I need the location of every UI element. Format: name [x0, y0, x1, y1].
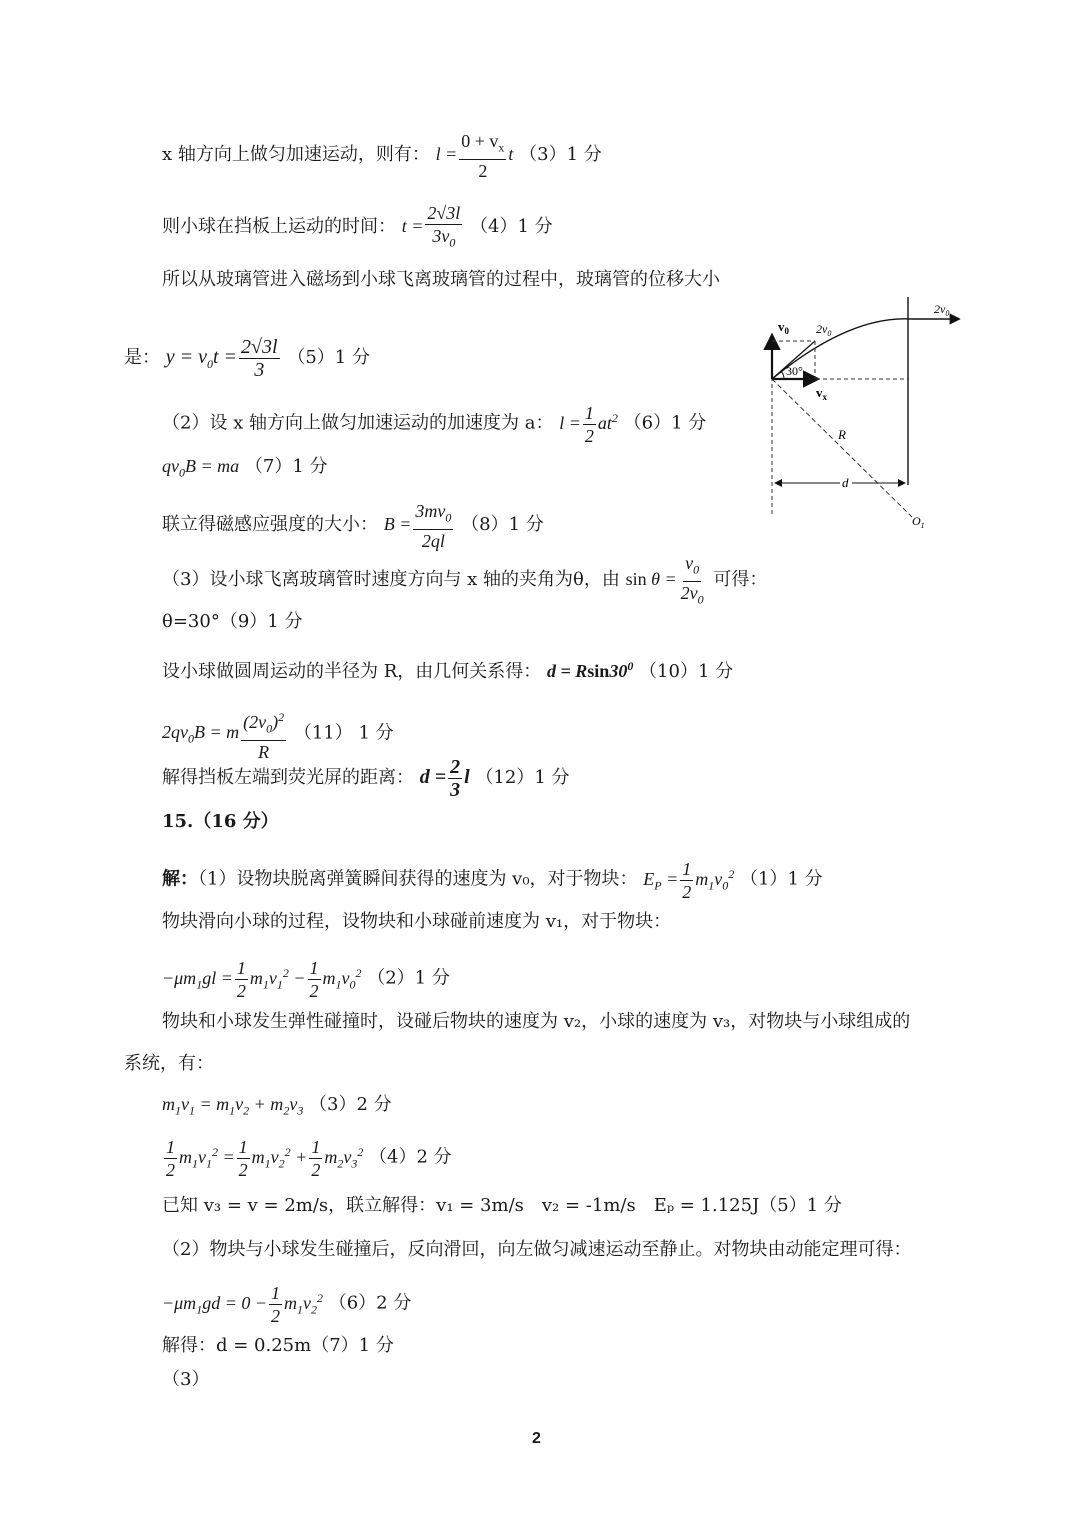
label-R: R	[838, 427, 846, 442]
line-magnetic-field: 联立得磁感应强度的大小： B = $\frac{3mv_0}{2ql}$ （8）1 分	[162, 501, 544, 551]
label-2v0-top: $2v_0$	[934, 302, 950, 318]
formula-decel: $-\mu m_1gd = 0$ − $\frac{1}{2}$ $m_1v_2^2$	[162, 1283, 323, 1326]
line-q15-part3: （3）	[162, 1369, 210, 1390]
line-x-axis-motion: x 轴方向上做匀加速运动，则有： l = $\frac{0 + v_x}{2}$ t （3）1 分	[162, 131, 602, 181]
formula-B: B = $\frac{3mv_0}{2ql}$	[383, 501, 452, 551]
line-solution: 已知 v₃ = v = 2m/s，联立解得：v₁ = 3m/s v₂ = -1m/s Eₚ = 1.125J（5）1 分	[162, 1195, 842, 1216]
angle-arc	[781, 371, 784, 379]
label-vx: $v_x$	[816, 385, 827, 402]
formula-kinetic: $\frac{1}{2}$ $m_1v_1^2$ = $\frac{1}{2}$ $m_1v_2^2$ + $\frac{1}{2}$ $m_2v_3^2$	[166, 1137, 364, 1180]
line-geometry: 设小球做圆周运动的半径为 R，由几何关系得： $d = Rsin30^0$ （10）1 分	[162, 659, 734, 682]
line-acceleration: （2）设 x 轴方向上做匀加速运动的加速度为 a： l = $\frac{1}{2}$ $at^2$ （6）1 分	[162, 403, 707, 446]
line-momentum: $m_1v_1 = m_1v_2 + m_2v_3$ （3）2 分	[162, 1094, 392, 1118]
line-sliding: 物块滑向小球的过程，设物块和小球碰前速度为 v₁，对于物块：	[162, 911, 672, 932]
line-deceleration: $-\mu m_1gd = 0$ − $\frac{1}{2}$ $m_1v_2^2$ （6）2 分	[162, 1283, 412, 1326]
formula-d: d = $\frac{2}{3}$ l	[419, 756, 470, 801]
formula-momentum: $m_1v_1 = m_1v_2 + m_2v_3$	[162, 1094, 304, 1118]
formula-sin: sin θ = $\frac{v_0}{2v_0}$	[625, 553, 704, 607]
line-displacement-intro: 所以从玻璃管进入磁场到小球飞离玻璃管的过程中，玻璃管的位移大小	[162, 269, 720, 290]
label-2v0-mid: $2v_0$	[816, 322, 832, 338]
line-q15-part2: （2）物块与小球发生碰撞后，反向滑回，向左做匀减速运动至静止。对物块由动能定理可得：	[162, 1239, 912, 1260]
label-O1: $O_1$	[912, 514, 925, 530]
line-system: 系统，有：	[124, 1053, 214, 1074]
trajectory-diagram	[760, 295, 980, 535]
line-q15-part1: 解：（1）设物块脱离弹簧瞬间获得的速度为 v₀，对于物块： $E_P$ = $\frac{1}{2}$ $m_1v_0^2$ （1）1 分	[162, 859, 823, 902]
radius-line	[772, 379, 912, 517]
label-v0: $v_0$	[778, 319, 789, 336]
formula-l: l = $\frac{0 + v_x}{2}$ t	[435, 131, 514, 181]
line-angle-setup: （3）设小球飞离玻璃管时速度方向与 x 轴的夹角为θ，由 sin θ = $\frac{v_0}{2v_0}$ 可得：	[162, 553, 768, 607]
page-number: 2	[532, 1430, 541, 1447]
line-circular-motion: $2qv_0B = m$ $\frac{(2v_0)^2}{R}$ （11） 1 分	[162, 706, 394, 763]
formula-centripetal: $2qv_0B = m$ $\frac{(2v_0)^2}{R}$	[162, 722, 288, 742]
line-time-on-baffle: 则小球在挡板上运动的时间： t = $\frac{2√3l}{3v_0}$ （4）1 分	[162, 203, 553, 250]
label-d: d	[842, 475, 849, 490]
formula-d-R: $d = Rsin30^0$	[547, 659, 634, 681]
line-d-result: 解得：d = 0.25m（7）1 分	[162, 1335, 394, 1356]
line-kinetic-energy: $\frac{1}{2}$ $m_1v_1^2$ = $\frac{1}{2}$ $m_1v_2^2$ + $\frac{1}{2}$ $m_2v_3^2$ （4）2 分	[162, 1136, 452, 1181]
line-force: $qv_0B$ = ma （7）1 分	[162, 456, 328, 480]
line-collision: 物块和小球发生弹性碰撞时，设碰后物块的速度为 v₂，小球的速度为 v₃，对物块与小球组成的	[162, 1011, 911, 1032]
formula-t: t = $\frac{2√3l}{3v_0}$	[401, 203, 461, 250]
line-energy-friction: $-\mu m_1gl$ = $\frac{1}{2}$ $m_1v_1^2$ − $\frac{1}{2}$ $m_1v_0^2$ （2）1 分	[162, 958, 450, 1001]
line-distance-result: 解得挡板左端到荧光屏的距离： d = $\frac{2}{3}$ l （12）1 分	[162, 756, 570, 801]
line-displacement-result: 是： $y = v_0t$ = $\frac{2√3l}{3}$ （5）1 分	[124, 336, 370, 381]
question-15-header: 15.（16 分）	[162, 811, 279, 832]
formula-Ep: $E_P$ = $\frac{1}{2}$ $m_1v_0^2$	[643, 859, 735, 902]
label-angle: 30°	[786, 364, 803, 378]
formula-l-accel: l = $\frac{1}{2}$ $at^2$	[559, 403, 618, 446]
formula-friction-work: $-\mu m_1gl$ = $\frac{1}{2}$ $m_1v_1^2$ − $\frac{1}{2}$ $m_1v_0^2$	[162, 958, 362, 1001]
formula-y: $y = v_0t$ = $\frac{2√3l}{3}$	[165, 336, 278, 381]
formula-force: $qv_0B$ = ma	[162, 456, 240, 480]
line-theta: θ=30°（9）1 分	[162, 611, 303, 632]
